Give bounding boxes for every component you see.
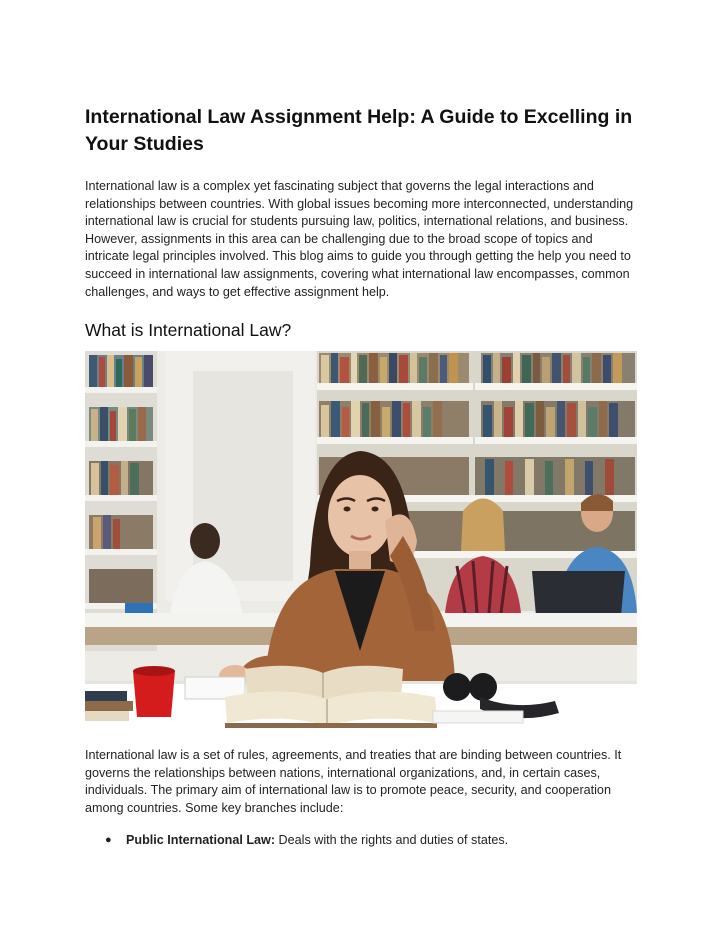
library-students-photo xyxy=(85,351,637,728)
section-paragraph: International law is a set of rules, agreements, and treaties that are binding between countries. It governs the relationships between nations, international organizations, and, in certain cases, individuals. The primary aim of international law is to promote peace, security, and cooperation among countries. Some key branches include: xyxy=(85,748,622,815)
list-item xyxy=(85,832,637,850)
article-body xyxy=(85,104,637,849)
branch-description: Deals with the rights and duties of states. xyxy=(275,832,509,847)
section-heading: What is International Law? xyxy=(85,320,292,341)
bullet-icon: ● xyxy=(105,833,112,846)
branches-list xyxy=(85,832,637,850)
branch-term: Public International Law: xyxy=(126,832,276,847)
article-title: International Law Assignment Help: A Guide to Excelling in Your Studies xyxy=(85,106,633,155)
intro-paragraph: International law is a complex yet fascinating subject that governs the legal interactions and relationships between countries. With global issues becoming more interconnected, understanding international law is crucial for students pursuing law, politics, international relations, and business. However, assignments in this area can be challenging due to the broad scope of topics and intricate legal principles involved. This blog aims to guide you through getting the help you need to succeed in international law assignments, covering what international law encompasses, common challenges, and ways to get effective assignment help. xyxy=(85,179,634,299)
